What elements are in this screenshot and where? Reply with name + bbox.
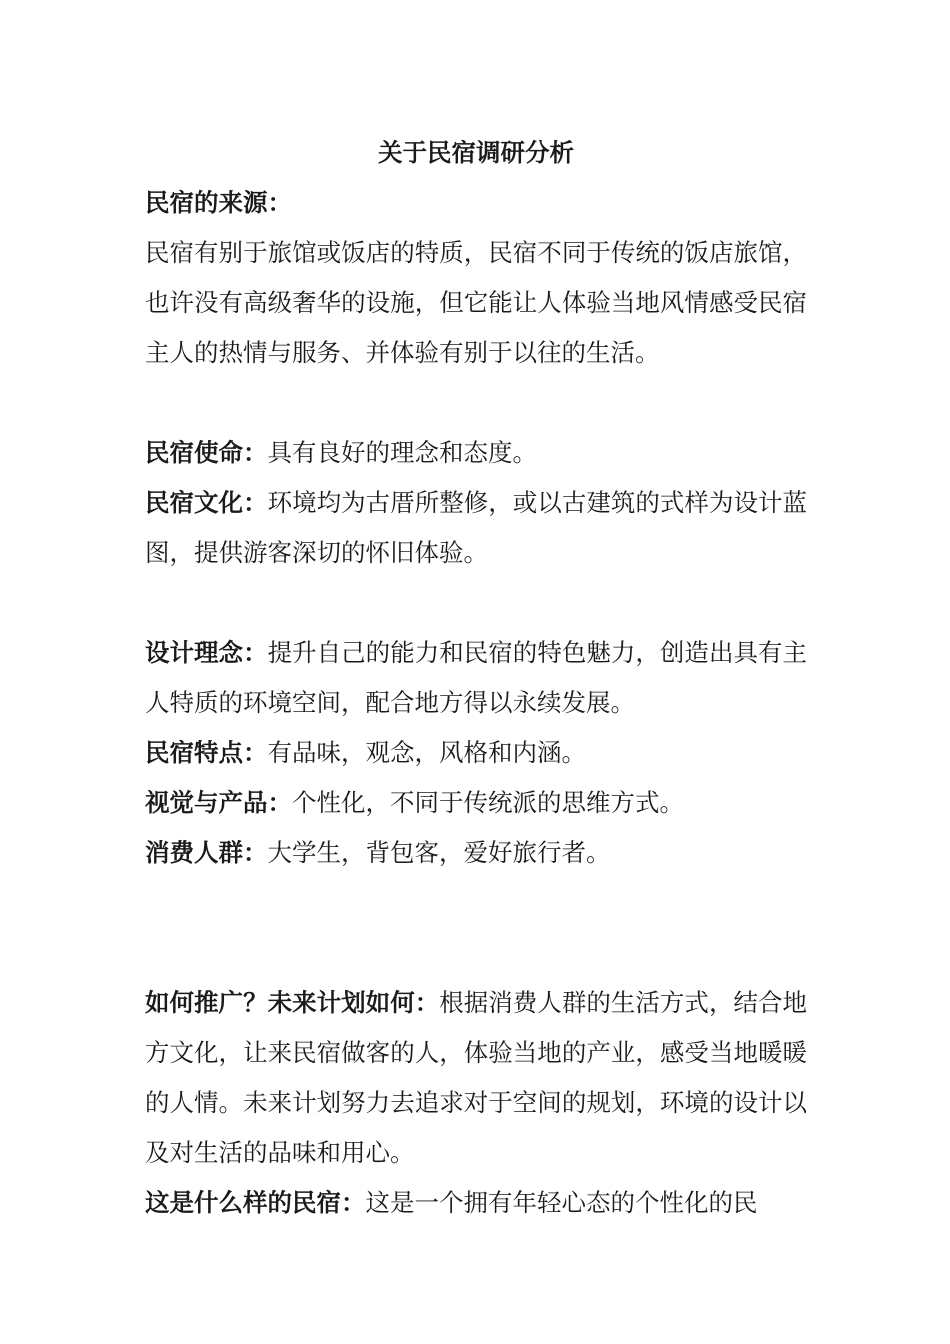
mission-label: 民宿使命： [145,438,268,467]
visual-paragraph [145,778,807,828]
spacer [145,578,807,628]
spacer [145,378,807,428]
promotion-paragraph [145,978,807,1178]
design-text: 提升自己的能力和民宿的特色魅力，创造出具有主人特质的环境空间，配合地方得以永续发展。 [145,638,808,717]
promotion-text: 根据消费人群的生活方式，结合地方文化，让来民宿做客的人，体验当地的产业，感受当地暖暖的人情。未来计划努力去追求对于空间的规划，环境的设计以及对生活的品味和用心。 [145,988,808,1167]
audience-label: 消费人群： [145,838,268,867]
page-title: 关于民宿调研分析 [378,138,574,167]
source-heading: 民宿的来源： [145,188,292,217]
mission-text: 具有良好的理念和态度。 [267,438,537,467]
promotion-label: 如何推广？未来计划如何： [145,988,440,1017]
design-paragraph [145,628,807,728]
audience-paragraph [145,828,807,878]
document-content [145,128,807,1228]
design-label: 设计理念： [145,638,268,667]
mission-paragraph [145,428,807,478]
audience-text: 大学生，背包客，爱好旅行者。 [267,838,611,867]
spacer [145,878,807,978]
culture-label: 民宿文化： [145,488,268,517]
what-paragraph [145,1178,807,1228]
features-paragraph [145,728,807,778]
visual-text: 个性化，不同于传统派的思维方式。 [292,788,684,817]
culture-text: 环境均为古厝所整修，或以古建筑的式样为设计蓝图，提供游客深切的怀旧体验。 [145,488,808,567]
features-text: 有品味，观念，风格和内涵。 [267,738,586,767]
visual-label: 视觉与产品： [145,788,292,817]
what-label: 这是什么样的民宿： [145,1188,366,1217]
source-paragraph: 民宿有别于旅馆或饭店的特质，民宿不同于传统的饭店旅馆，也许没有高级奢华的设施，但它能让人体验当地风情感受民宿主人的热情与服务、并体验有别于以往的生活。 [145,238,807,367]
features-label: 民宿特点： [145,738,268,767]
culture-paragraph [145,478,807,578]
what-text: 这是一个拥有年轻心态的个性化的民 [365,1188,758,1217]
